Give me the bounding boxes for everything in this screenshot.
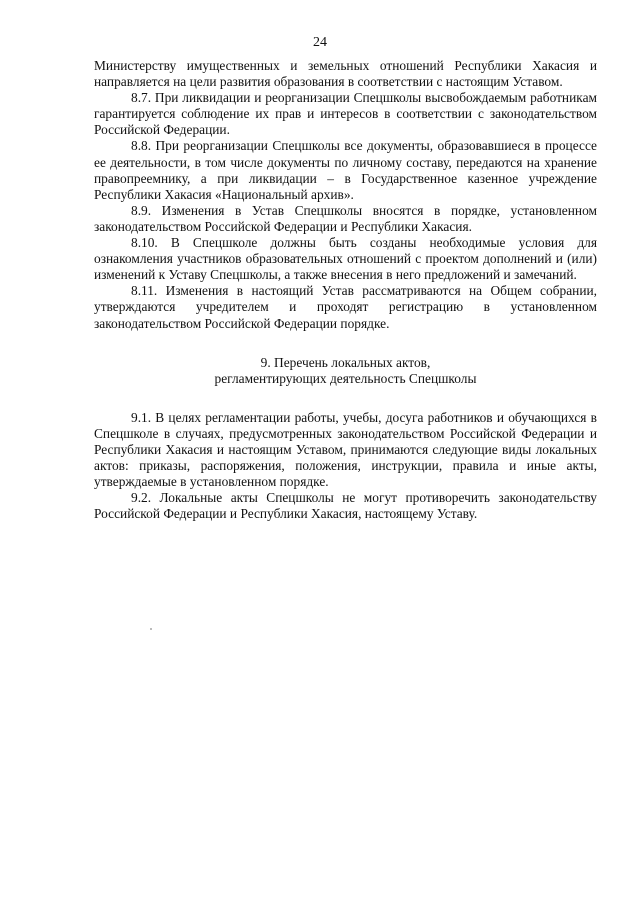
- paragraph-9-2: 9.2. Локальные акты Спецшколы не могут противоречить законодательству Российской Федерации и Республики Хакасия, настоящему Уставу.: [94, 490, 597, 522]
- paragraph-8-11: 8.11. Изменения в настоящий Устав рассматриваются на Общем собрании, утверждаются учредителем и проходят регистрацию в установленном законодательством Российской Федерации порядке.: [94, 283, 597, 331]
- section-heading-line-2: регламентирующих деятельность Спецшколы: [214, 370, 477, 386]
- paragraph-continuation: Министерству имущественных и земельных отношений Республики Хакасия и направляется на цели развития образования в соответствии с настоящим Уставом.: [94, 58, 597, 90]
- paragraph-8-7: 8.7. При ликвидации и реорганизации Спецшколы высвобождаемым работникам гарантируется соблюдение их прав и интересов в соответствии с законодательством Российской Федерации.: [94, 90, 597, 138]
- paragraph-9-1: 9.1. В целях регламентации работы, учебы, досуга работников и обучающихся в Спецшколе в случаях, предусмотренных законодательством Российской Федерации и Республики Хакасия и настоящим Уставом, принимаются следующие виды локальных актов: приказы, распоряжения, положения, инструкции, правила и иные акты, утверждаемые в установленном порядке.: [94, 409, 597, 490]
- paragraph-8-10: 8.10. В Спецшколе должны быть созданы необходимые условия для ознакомления участников образовательных отношений с проектом дополнений и (или) изменений к Уставу Спецшколы, а также внесения в него предложений и замечаний.: [94, 235, 597, 283]
- paragraph-8-9: 8.9. Изменения в Устав Спецшколы вносятся в порядке, установленном законодательством Российской Федерации и Республики Хакасия.: [94, 202, 597, 234]
- page-number: 24: [313, 35, 327, 50]
- section-heading-line-1: 9. Перечень локальных актов,: [260, 354, 431, 370]
- paragraph-8-8: 8.8. При реорганизации Спецшколы все документы, образовавшиеся в процессе ее деятельности, в том числе документы по личному составу, передаются на хранение правопреемнику, а при ликвидации – в Государственное казенное учреждение Республики Хакасия «Национальный архив».: [94, 138, 597, 202]
- scan-dot-mark: [150, 628, 152, 630]
- document-body: [94, 58, 597, 522]
- section-heading: [94, 355, 597, 387]
